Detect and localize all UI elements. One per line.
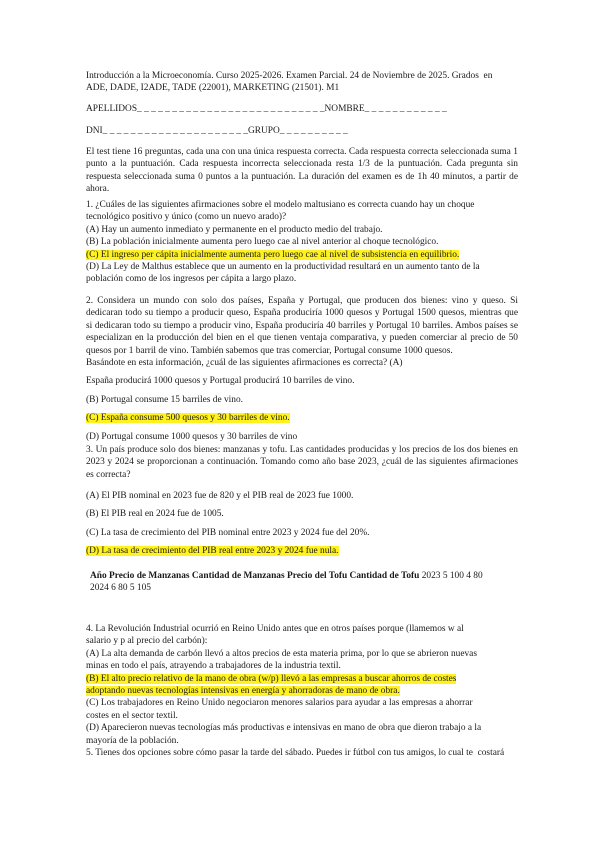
question-1 xyxy=(86,199,518,286)
question-4-option-a: (A) La alta demanda de carbón llevó a altos precios de esta materia prima, por lo que se abrieron nuevas xyxy=(86,648,477,659)
question-3-option-c: (C) La tasa de crecimiento del PIB nominal entre 2023 y 2024 fue del 20%. xyxy=(86,527,370,538)
instructions: El test tiene 16 preguntas, cada una con una única respuesta correcta. Cada respuesta correcta seleccionada suma 1 punto a la puntuación. Cada respuesta incorrecta seleccionada resta 1/3 de la puntuación. Cada pregunta sin respuesta seleccionada suma 0 puntos a la puntuación. La duración del examen es de 1h 40 minutos, a partir de ahora. xyxy=(86,147,518,195)
header-line-2: ADE, DADE, I2ADE, TADE (22001), MARKETING (21501). M1 xyxy=(86,83,340,94)
question-4-option-d: (D) Aparecieron nuevas tecnologías más productivas e intensivas en mano de obra que dieron trabajo a la xyxy=(86,723,482,734)
question-2-option-c: (C) España consume 500 quesos y 30 barriles de vino. xyxy=(86,413,290,424)
question-3-stem: 3. Un país produce solo dos bienes: manzanas y tofu. Las cantidades producidas y los precios de los dos bienes en 2023 y 2024 se proporcionan a continuación. Tomando como año base 2023, ¿cuál de las siguientes afirmaciones es correcta? xyxy=(86,445,518,480)
question-3-table xyxy=(90,570,520,595)
question-2 xyxy=(86,295,518,357)
question-1-option-c: (C) El ingreso per cápita inicialmente aumenta pero luego cae al nivel de subsistencia en equilibrio. xyxy=(86,249,460,260)
question-2-stem: 2. Considera un mundo con solo dos países, España y Portugal, que producen dos bienes: vino y queso. Si dedicaran todo su tiempo a producir queso, España produciría 1000 quesos y Portugal 1500 quesos, mientras que si dedicaran todo su tiempo a producir vino, España produciría 40 barriles y Portugal 10 barriles. Ambos países se especializan en la producción del bien en el que tienen ventaja comparativa, y pueden comerciar al precio de 50 quesos por 1 barril de vino. También sabemos que tras comerciar, Portugal consume 1000 quesos. xyxy=(86,296,518,356)
question-3-option-b: (B) El PIB real en 2024 fue de 1005. xyxy=(86,509,224,520)
table-row-2023: 2023 5 100 4 80 xyxy=(419,571,483,581)
question-1-option-d: (D) La Ley de Malthus establece que un aumento en la productividad resultará en un aumento tanto de la población como de los ingresos per cápita a largo plazo. xyxy=(86,262,480,285)
question-2-ask: Basándote en esta información, ¿cuál de las siguientes afirmaciones es correcta? (A) xyxy=(86,358,403,368)
header-line-1: Introducción a la Microeconomía. Curso 2025-2026. Examen Parcial. 24 de Noviembre de 2025. Grados en xyxy=(86,71,493,81)
question-5-stem: 5. Tienes dos opciones sobre cómo pasar la tarde del sábado. Puedes ir fútbol con tus amigos, lo cual te costará xyxy=(86,748,505,758)
question-4: 4. La Revolución Industrial ocurrió en Reino Unido antes que en otros países porque (llamemos w al salario y p al precio del carbón): (A) La alta demanda de carbón llevó a altos precios de esta materia prima, por lo que se abrieron nuevas minas en todo el país, atrayendo a trabajadores de la industria textil. (B) El alto precio relativo de la mano de obra (w/p) llevó a las empresas a buscar ahorros de costes adoptando nuevas tecnologías intensivas en energía y ahorradoras de mano de obra. (C) Los trabajadores en Reino Unido negociaron menores salarios para ayudar a las empresas a ahorrar costes en el sector textil. (D) Aparecieron nuevas tecnologías más productivas e intensivas en mano de obra que dieron trabajo a la mayoría de la población. xyxy=(86,623,518,747)
question-1-option-a: (A) Hay un aumento inmediato y permanente en el producto medio del trabajo. xyxy=(86,224,383,235)
question-2-option-d: (D) Portugal consume 1000 quesos y 30 barriles de vino xyxy=(86,431,298,442)
question-1-option-b: (B) La población inicialmente aumenta pero luego cae al nivel anterior al choque tecnológico. xyxy=(86,237,439,248)
table-header: Año Precio de Manzanas Cantidad de Manzanas Precio del Tofu Cantidad de Tofu xyxy=(90,571,420,581)
question-1-stem: 1. ¿Cuáles de las siguientes afirmaciones sobre el modelo maltusiano es correcta cuando hay un choque tecnológico positivo y único (como un nuevo arado)? xyxy=(86,200,475,223)
question-3-options xyxy=(86,490,518,558)
question-4-stem: 4. La Revolución Industrial ocurrió en Reino Unido antes que en otros países porque (llamemos w al xyxy=(86,624,464,634)
question-2-option-b: (B) Portugal consume 15 barriles de vino. xyxy=(86,394,243,405)
table-row-2024: 2024 6 80 5 105 xyxy=(90,583,151,594)
question-3-option-a: (A) El PIB nominal en 2023 fue de 820 y el PIB real de 2023 fue 1000. xyxy=(86,491,354,501)
dni-grupo-field: DNI_ _ _ _ _ _ _ _ _ _ _ _ _ _ _ _ _ _ _ _ _GRUPO_ _ _ _ _ _ _ _ _ _ xyxy=(86,126,348,136)
question-2-option-a: España producirá 1000 quesos y Portugal producirá 10 barriles de vino. xyxy=(86,376,355,387)
question-2-options xyxy=(86,357,518,443)
exam-header xyxy=(86,70,518,95)
question-5 xyxy=(86,747,518,759)
question-4-option-c: (C) Los trabajadores en Reino Unido negociaron menores salarios para ayudar a las empresas a ahorrar xyxy=(86,698,473,709)
question-4-option-b: (B) El alto precio relativo de la mano de obra (w/p) llevó a las empresas a buscar ahorros de costes xyxy=(86,673,457,684)
question-3 xyxy=(86,444,518,481)
apellidos-nombre-field: APELLIDOS_ _ _ _ _ _ _ _ _ _ _ _ _ _ _ _ _ _ _ _ _ _ _ _ _ _ _NOMBRE_ _ _ _ _ _ _ _ _ _ _ _ xyxy=(86,104,447,114)
question-3-option-d: (D) La tasa de crecimiento del PIB real entre 2023 y 2024 fue nula. xyxy=(86,546,339,557)
